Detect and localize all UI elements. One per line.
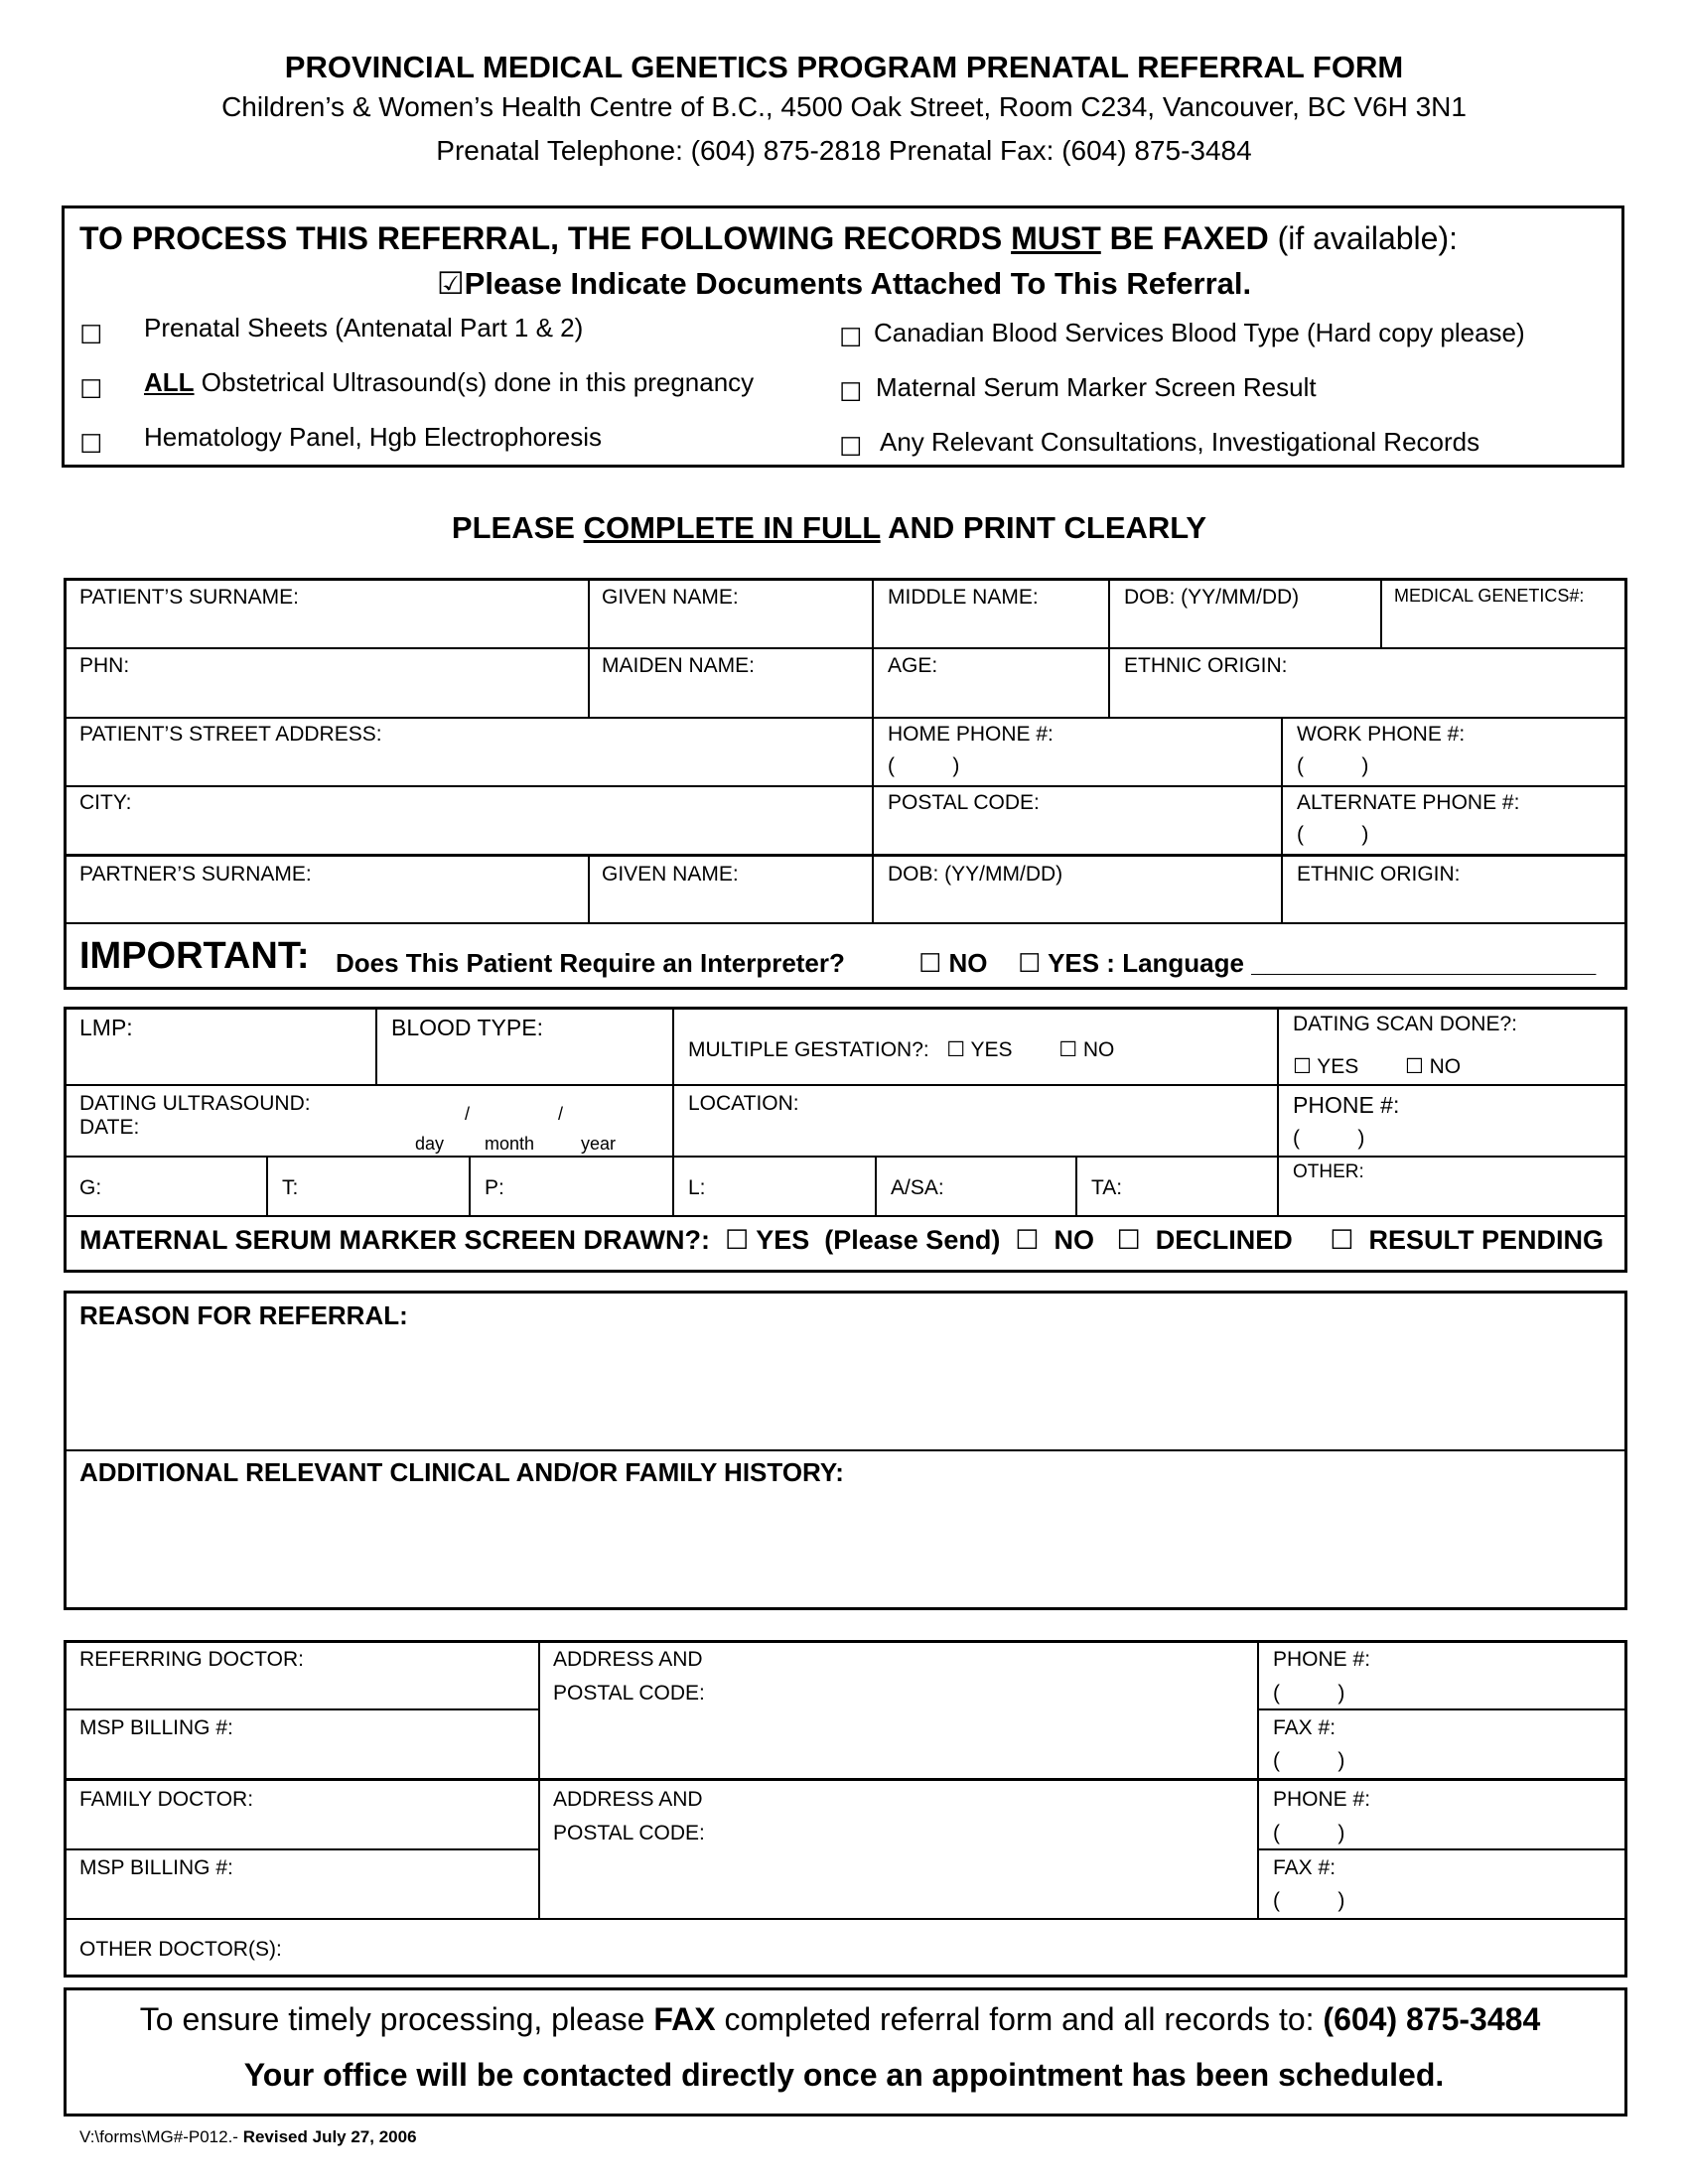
- label-serum-marker: Maternal Serum Marker Screen Result: [876, 372, 1317, 402]
- city-label[interactable]: CITY:: [79, 791, 132, 814]
- family-address-label[interactable]: ADDRESS AND: [553, 1788, 703, 1811]
- ethnic-origin-label[interactable]: ETHNIC ORIGIN:: [1124, 654, 1288, 677]
- family-fax-label[interactable]: FAX #:: [1273, 1856, 1336, 1879]
- patient-grid: [64, 578, 1627, 990]
- date-label[interactable]: DATE:: [79, 1116, 140, 1139]
- footer-revised: Revised July 27, 2006: [242, 2127, 417, 2146]
- family-phone-label[interactable]: PHONE #:: [1273, 1788, 1371, 1811]
- family-msp-label[interactable]: MSP BILLING #:: [79, 1856, 233, 1879]
- multiple-gestation[interactable]: MULTIPLE GESTATION?: ☐ YES ☐ NO: [688, 1038, 1115, 1061]
- dating-scan-options[interactable]: ☐ YES ☐ NO: [1293, 1055, 1462, 1078]
- contact-notice: Your office will be contacted directly once an appointment has been scheduled.: [243, 2057, 1445, 2093]
- blood-type-label[interactable]: BLOOD TYPE:: [391, 1015, 543, 1040]
- checkbox-consultations[interactable]: ☐: [839, 432, 863, 462]
- location-label[interactable]: LOCATION:: [688, 1092, 799, 1115]
- serum-screen-drawn[interactable]: MATERNAL SERUM MARKER SCREEN DRAWN?: ☐ YES (Please Send) ☐ NO ☐ DECLINED ☐ RESULT PENDING: [79, 1225, 1604, 1255]
- footer: [79, 2127, 417, 2147]
- date-slash-2: /: [558, 1104, 564, 1124]
- checkbox-hematology[interactable]: ☐: [79, 429, 103, 459]
- referring-phone-paren: ( ): [1273, 1682, 1345, 1705]
- instruction-b: COMPLETE IN FULL: [583, 510, 881, 545]
- phone-paren: ( ): [1293, 1127, 1365, 1150]
- date-year: year: [581, 1134, 617, 1154]
- doctors-grid: [64, 1640, 1627, 1978]
- date-slash-1: /: [465, 1104, 471, 1124]
- t-label[interactable]: T:: [282, 1176, 299, 1199]
- phone-label[interactable]: PHONE #:: [1293, 1092, 1400, 1118]
- patient-surname-label[interactable]: PATIENT’S SURNAME:: [79, 586, 299, 609]
- dating-scan-label[interactable]: DATING SCAN DONE?:: [1293, 1013, 1517, 1035]
- instruction-a: PLEASE: [451, 510, 584, 545]
- alternate-phone-label[interactable]: ALTERNATE PHONE #:: [1297, 791, 1520, 814]
- checkbox-ultrasounds[interactable]: ☐: [79, 374, 103, 404]
- date-day: day: [415, 1134, 445, 1154]
- medical-genetics-label[interactable]: MEDICAL GENETICS#:: [1394, 586, 1585, 606]
- footer-path: V:\forms\MG#-P012.-: [79, 2127, 243, 2146]
- referring-postal-label: POSTAL CODE:: [553, 1682, 705, 1705]
- home-phone-label[interactable]: HOME PHONE #:: [888, 723, 1054, 746]
- checkbox-blood-type[interactable]: ☐: [839, 323, 863, 352]
- other-label[interactable]: OTHER:: [1293, 1161, 1364, 1182]
- g-label[interactable]: G:: [79, 1176, 102, 1199]
- checkbox-prenatal-sheets[interactable]: ☐: [79, 320, 103, 349]
- l-label[interactable]: L:: [688, 1176, 706, 1199]
- records-heading-a: TO PROCESS THIS REFERRAL, THE FOLLOWING RECORDS: [79, 220, 1012, 256]
- fax-number: (604) 875-3484: [1323, 2001, 1541, 2037]
- family-phone-paren: ( ): [1273, 1822, 1345, 1844]
- family-doctor-label[interactable]: FAMILY DOCTOR:: [79, 1788, 254, 1811]
- centre-address: Children’s & Women’s Health Centre of B.C., 4500 Oak Street, Room C234, Vancouver, BC V6H 3N1: [221, 91, 1467, 122]
- postal-code-label[interactable]: POSTAL CODE:: [888, 791, 1040, 814]
- label-ultrasounds-text: Obstetrical Ultrasound(s) done in this pregnancy: [201, 367, 755, 397]
- reason-for-referral-label[interactable]: REASON FOR REFERRAL:: [79, 1300, 408, 1330]
- partner-surname-label[interactable]: PARTNER’S SURNAME:: [79, 863, 312, 886]
- fax-instruction-b: completed referral form and all records to:: [715, 2001, 1324, 2037]
- indicate-documents: ☑Please Indicate Documents Attached To This Referral.: [436, 266, 1252, 301]
- referring-fax-paren: ( ): [1273, 1749, 1345, 1772]
- phn-label[interactable]: PHN:: [79, 654, 130, 677]
- checkbox-serum-marker[interactable]: ☐: [839, 377, 863, 407]
- label-ultrasounds: [144, 367, 754, 398]
- family-postal-label: POSTAL CODE:: [553, 1822, 705, 1844]
- dating-ultrasound-label[interactable]: DATING ULTRASOUND:: [79, 1092, 311, 1115]
- alternate-phone-paren: ( ): [1297, 823, 1369, 846]
- asa-label[interactable]: A/SA:: [891, 1176, 944, 1199]
- label-blood-type: Canadian Blood Services Blood Type (Hard copy please): [874, 318, 1525, 347]
- work-phone-label[interactable]: WORK PHONE #:: [1297, 723, 1466, 746]
- street-address-label[interactable]: PATIENT’S STREET ADDRESS:: [79, 723, 382, 746]
- records-heading-must: MUST: [1011, 220, 1101, 256]
- referring-address-label[interactable]: ADDRESS AND: [553, 1648, 703, 1671]
- family-history-label[interactable]: ADDITIONAL RELEVANT CLINICAL AND/OR FAMILY HISTORY:: [79, 1457, 844, 1487]
- partner-ethnic-label[interactable]: ETHNIC ORIGIN:: [1297, 863, 1461, 886]
- maiden-name-label[interactable]: MAIDEN NAME:: [602, 654, 756, 677]
- ta-label[interactable]: TA:: [1091, 1176, 1123, 1199]
- p-label[interactable]: P:: [485, 1176, 504, 1199]
- family-fax-paren: ( ): [1273, 1889, 1345, 1912]
- partner-dob-label[interactable]: DOB: (YY/MM/DD): [888, 863, 1063, 886]
- important-label: IMPORTANT:: [79, 935, 310, 977]
- label-all: ALL: [144, 367, 195, 397]
- referring-phone-label[interactable]: PHONE #:: [1273, 1648, 1371, 1671]
- referring-msp-label[interactable]: MSP BILLING #:: [79, 1716, 233, 1739]
- interpreter-yes-language[interactable]: ☐ YES : Language ________________________: [1018, 948, 1597, 978]
- dob-label[interactable]: DOB: (YY/MM/DD): [1124, 586, 1300, 609]
- home-phone-paren: ( ): [888, 754, 960, 777]
- referring-doctor-label[interactable]: REFERRING DOCTOR:: [79, 1648, 304, 1671]
- records-heading-b: BE FAXED: [1100, 220, 1278, 256]
- label-prenatal-sheets: Prenatal Sheets (Antenatal Part 1 & 2): [144, 313, 584, 342]
- age-label[interactable]: AGE:: [888, 654, 938, 677]
- label-consultations: Any Relevant Consultations, Investigational Records: [880, 427, 1480, 457]
- records-heading: [79, 220, 1458, 257]
- fax-instruction-a: To ensure timely processing, please: [139, 2001, 654, 2037]
- interpreter-no[interactable]: ☐ NO: [918, 948, 988, 978]
- work-phone-paren: ( ): [1297, 754, 1369, 777]
- interpreter-question: Does This Patient Require an Interpreter?: [336, 948, 845, 978]
- label-hematology: Hematology Panel, Hgb Electrophoresis: [144, 422, 603, 452]
- other-doctors-label[interactable]: OTHER DOCTOR(S):: [79, 1938, 282, 1961]
- partner-given-label[interactable]: GIVEN NAME:: [602, 863, 739, 886]
- prenatal-phones: Prenatal Telephone: (604) 875-2818 Prenatal Fax: (604) 875-3484: [436, 135, 1252, 166]
- records-heading-c: (if available):: [1277, 220, 1458, 256]
- date-month: month: [485, 1134, 535, 1154]
- form-title: PROVINCIAL MEDICAL GENETICS PROGRAM PRENATAL REFERRAL FORM: [284, 50, 1404, 84]
- lmp-label[interactable]: LMP:: [79, 1015, 133, 1040]
- middle-name-label[interactable]: MIDDLE NAME:: [888, 586, 1039, 609]
- fax-instruction: [0, 2001, 1684, 2038]
- fax-word: FAX: [653, 2001, 716, 2037]
- given-name-label[interactable]: GIVEN NAME:: [602, 586, 739, 609]
- instruction-c: AND PRINT CLEARLY: [880, 510, 1207, 545]
- referring-fax-label[interactable]: FAX #:: [1273, 1716, 1336, 1739]
- complete-in-full: [0, 510, 1673, 546]
